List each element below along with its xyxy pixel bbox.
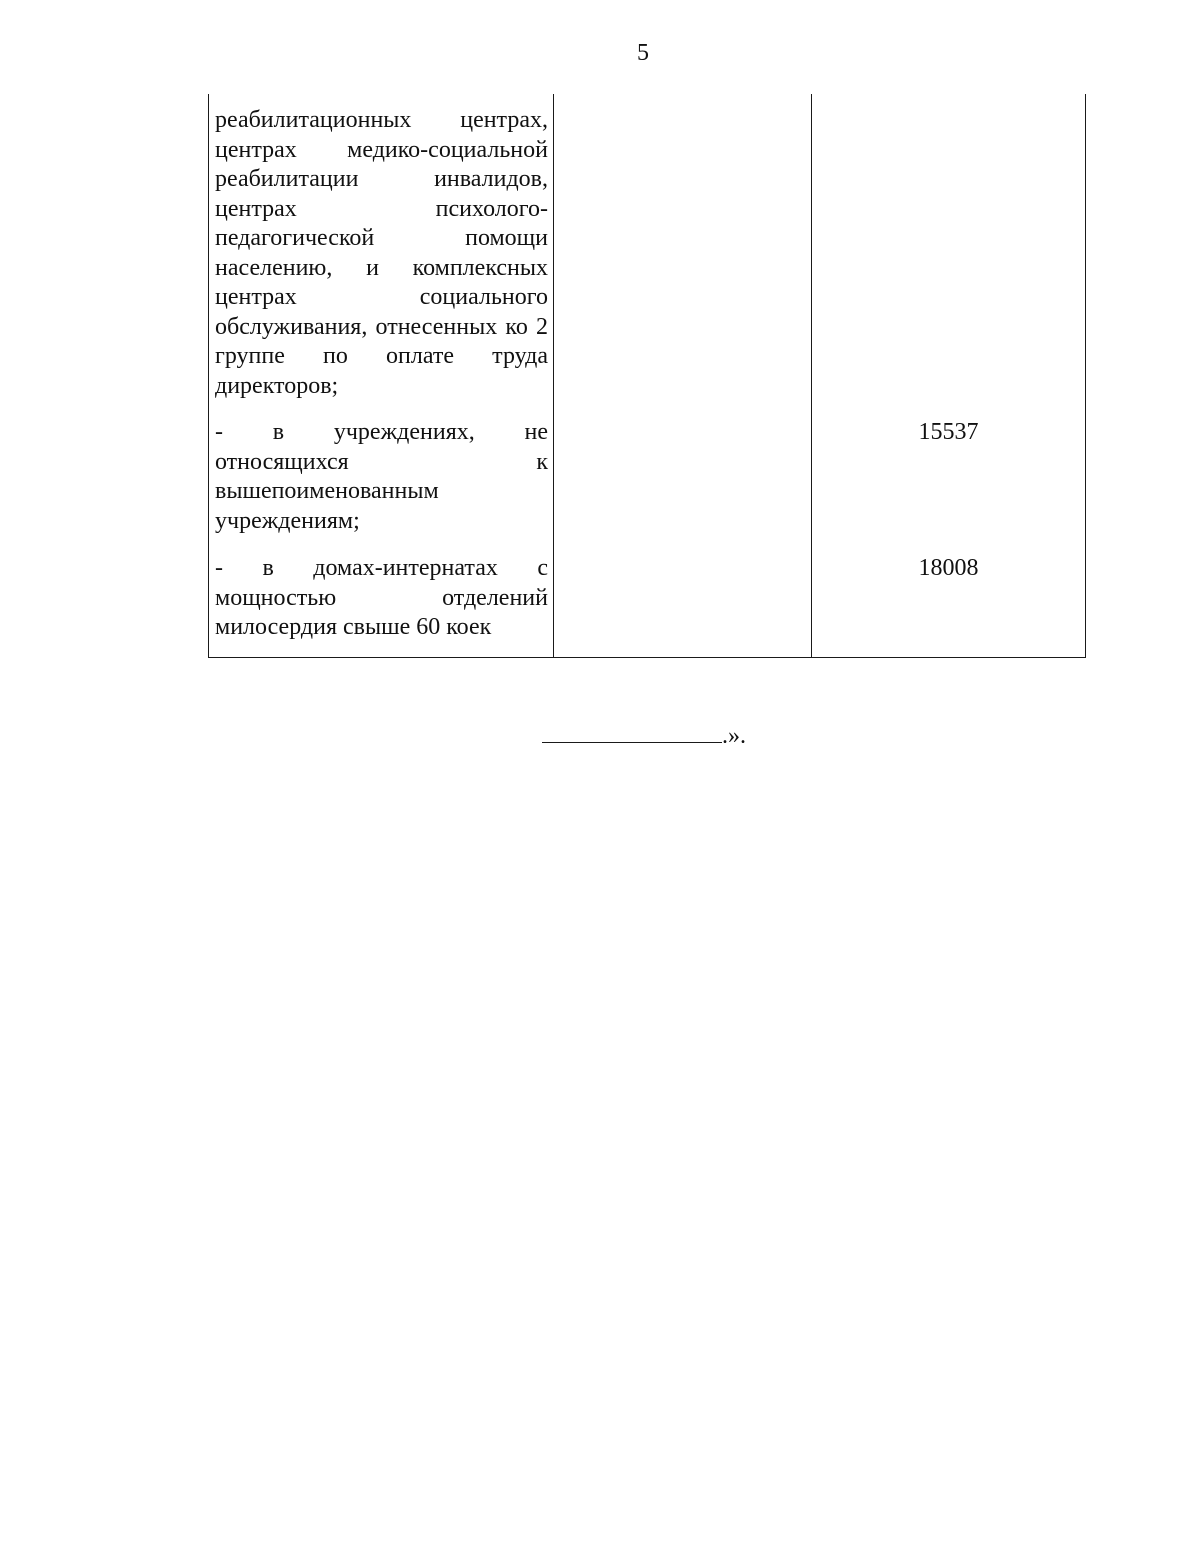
row-middle [554, 94, 811, 102]
description-cell [209, 410, 554, 546]
row-middle [554, 410, 811, 418]
table-row [209, 546, 1086, 658]
middle-cell [554, 94, 812, 410]
row-description: - в домах-интернатах с мощностью отделений милосердия свыше 60 коек [215, 555, 548, 640]
table-row [209, 94, 1086, 410]
salary-table [208, 94, 1086, 658]
row-value: 18008 [918, 555, 979, 581]
value-cell [812, 94, 1086, 410]
row-description: - в учреждениях, не относящихся к вышепоименованным учреждениям; [215, 419, 548, 534]
signature-line [542, 720, 722, 743]
value-cell [812, 546, 1086, 658]
row-value: 15537 [918, 419, 979, 445]
table-row [209, 410, 1086, 546]
value-cell [812, 410, 1086, 546]
description-cell [209, 94, 554, 410]
middle-cell [554, 546, 812, 658]
closing-mark [542, 720, 746, 750]
page-number: 5 [637, 40, 649, 66]
row-middle [554, 546, 811, 554]
row-description: реабилитационных центрах, центрах медико-социальной реабилитации инвалидов, центрах психолого-педагогической помощи населению, и комплексных центрах социального обслуживания, отнесенных ко 2 группе по оплате труда директоров; [215, 107, 548, 399]
closing-quote: .». [722, 723, 746, 749]
description-cell [209, 546, 554, 658]
middle-cell [554, 410, 812, 546]
row-value [812, 94, 1085, 102]
